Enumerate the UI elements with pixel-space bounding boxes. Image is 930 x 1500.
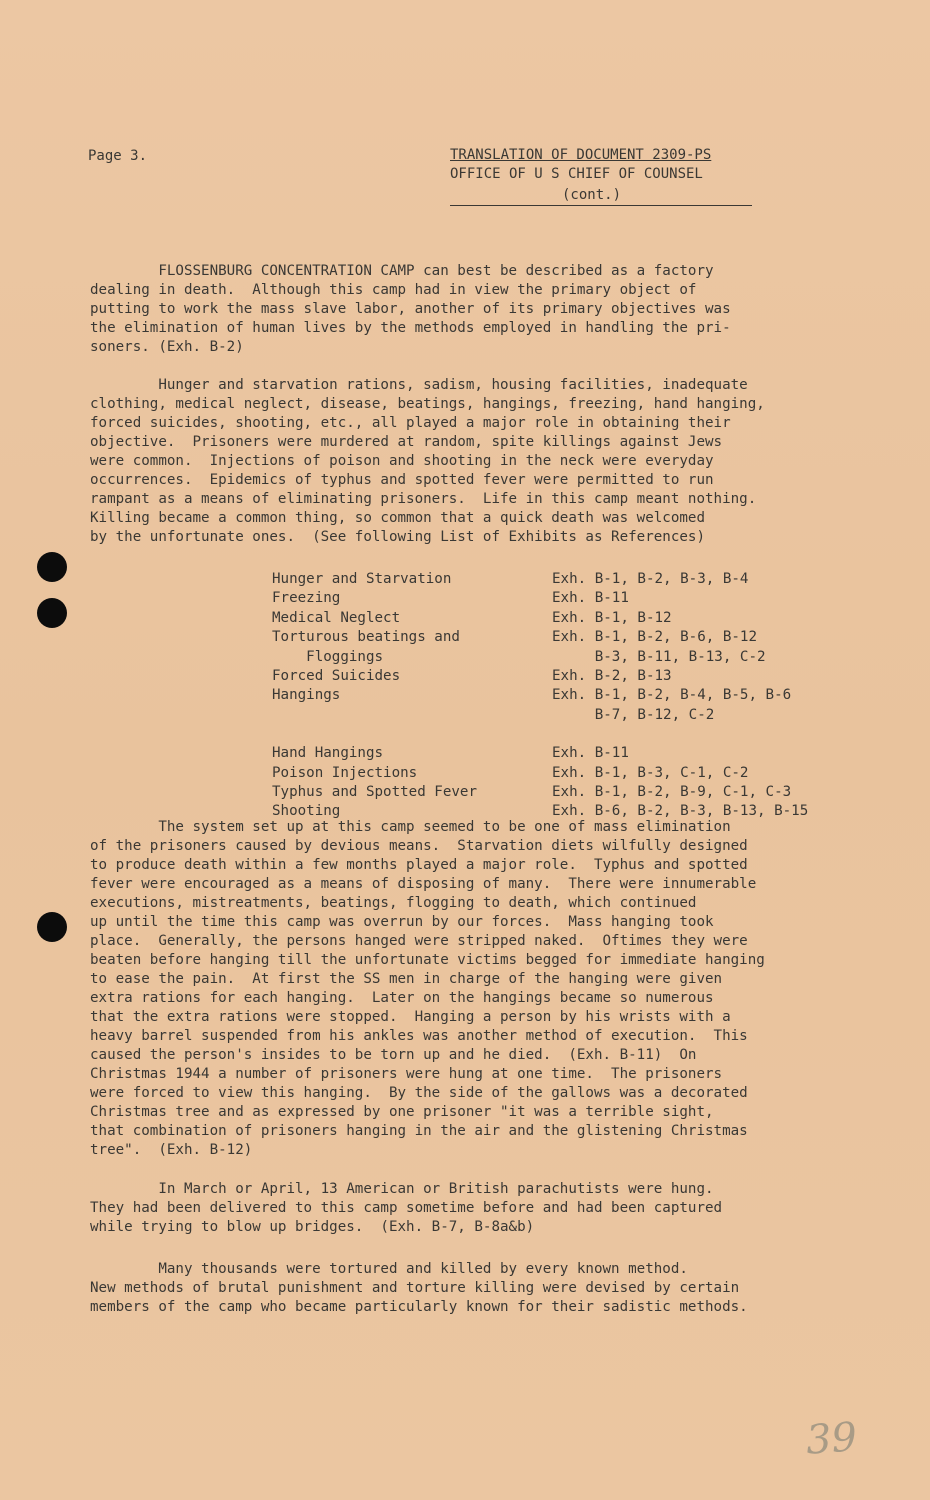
exhibit-row <box>272 589 872 608</box>
header-office: OFFICE OF U S CHIEF OF COUNSEL <box>450 166 703 182</box>
exhibit-ref: Exh. B-1, B-3, C-1, C-2 <box>552 764 749 781</box>
exhibit-label: Forced Suicides <box>272 668 401 685</box>
exhibit-ref: Exh. B-1, B-2, B-3, B-4 <box>552 571 749 587</box>
exhibit-ref: Exh. B-1, B-2, B-6, B-12 <box>552 629 757 646</box>
page-number: Page 3. <box>88 148 148 164</box>
header-continued: (cont.) <box>450 186 752 206</box>
exhibit-label: Hand Hangings <box>272 745 384 762</box>
handwritten-page-stamp: 39 <box>804 1414 859 1464</box>
exhibit-row <box>272 706 872 725</box>
exhibit-ref: Exh. B-11 <box>552 745 629 762</box>
exhibit-ref: B-7, B-12, C-2 <box>552 706 715 723</box>
exhibit-label: Shooting <box>272 803 341 820</box>
exhibit-ref: B-3, B-11, B-13, C-2 <box>552 648 766 665</box>
exhibit-ref: Exh. B-2, B-13 <box>552 668 672 685</box>
exhibit-ref: Exh. B-1, B-2, B-9, C-1, C-3 <box>552 784 792 801</box>
exhibit-ref: Exh. B-1, B-2, B-4, B-5, B-6 <box>552 687 792 704</box>
exhibit-label: Floggings <box>272 648 384 665</box>
header-title: TRANSLATION OF DOCUMENT 2309-PS <box>450 147 712 163</box>
exhibit-ref: Exh. B-11 <box>552 590 629 607</box>
exhibit-label: Medical Neglect <box>272 609 401 626</box>
exhibit-label: Typhus and Spotted Fever <box>272 784 477 801</box>
exhibit-row <box>272 686 872 705</box>
punch-hole <box>37 552 67 582</box>
exhibit-label: Torturous beatings and <box>272 629 460 646</box>
paragraph-system: The system set up at this camp seemed to be one of mass elimination of the prisoners caused by devious means. Starvation diets wilfully designed to produce death within a few months played a major role. Typhus and spotted fever were encouraged as a means of disposing of many. There were innumerable executions, mistreatments, beatings, flogging to death, which continued up until the time this camp was overrun by our forces. Mass hanging took place. Generally, the persons hanged were stripped naked. Oftimes they were beaten before hanging till the unfortunate victims begged for immediate hanging to ease the pain. At first the SS men in charge of the hanging were given extra rations for each hanging. Later on the hangings became so numerous that the extra rations were stopped. Hanging a person by his wrists with a heavy barrel suspended from his ankles was another method of execution. This caused the person's insides to be torn up and he died. (Exh. B-11) On Christmas 1944 a number of prisoners were hung at one time. The prisoners were forced to view this hanging. By the side of the gallows was a decorated Christmas tree and as expressed by one prisoner "it was a terrible sight, that combination of prisoners hanging in the air and the glistening Christmas tree". (Exh. B-12) <box>90 819 765 1158</box>
exhibit-ref: Exh. B-1, B-12 <box>552 609 672 626</box>
exhibit-label: Hangings <box>272 687 341 704</box>
paragraph-parachutists: In March or April, 13 American or British parachutists were hung. They had been delivered to this camp sometime before and had been captured while trying to blow up bridges. (Exh. B-7, B-8a&b) <box>90 1181 723 1235</box>
paragraph-methods: Hunger and starvation rations, sadism, housing facilities, inadequate clothing, medical neglect, disease, beatings, hangings, freezing, hand hanging, forced suicides, shooting, etc., all played a major role in obtaining their objective. Prisoners were murdered at random, spite killings against Jews were common. Injections of poison and shooting in the neck were everyday occurrences. Epidemics of typhus and spotted fever were permitted to run rampant as a means of eliminating prisoners. Life in this camp meant nothing. Killing became a common thing, so common that a quick death was welcomed by the unfortunate ones. (See following List of Exhibits as References) <box>90 377 765 545</box>
exhibit-row <box>272 609 872 628</box>
exhibit-row <box>272 783 872 802</box>
document-header <box>450 146 750 206</box>
exhibit-label: Poison Injections <box>272 764 418 781</box>
exhibit-row <box>272 744 872 763</box>
exhibit-row <box>272 570 872 589</box>
exhibit-label: Freezing <box>272 590 341 607</box>
paragraph-conclusion: Many thousands were tortured and killed by every known method. New methods of brutal punishment and torture killing were devised by certain members of the camp who became particularly known for their sadistic methods. <box>90 1261 748 1315</box>
exhibit-label: Hunger and Starvation <box>272 571 452 587</box>
exhibit-ref: Exh. B-6, B-2, B-3, B-13, B-15 <box>552 803 809 820</box>
exhibit-list <box>272 570 872 822</box>
exhibit-row <box>272 648 872 667</box>
exhibit-row <box>272 667 872 686</box>
punch-hole <box>37 912 67 942</box>
exhibit-row <box>272 764 872 783</box>
punch-hole <box>37 598 67 628</box>
paragraph-intro: FLOSSENBURG CONCENTRATION CAMP can best be described as a factory dealing in death. Although this camp had in view the primary object of putting to work the mass slave labor, another of its primary objectives was the elimination of human lives by the methods employed in handling the pri- soners. (Exh. B-2) <box>90 263 731 355</box>
exhibit-row <box>272 628 872 647</box>
exhibit-label <box>272 706 552 725</box>
